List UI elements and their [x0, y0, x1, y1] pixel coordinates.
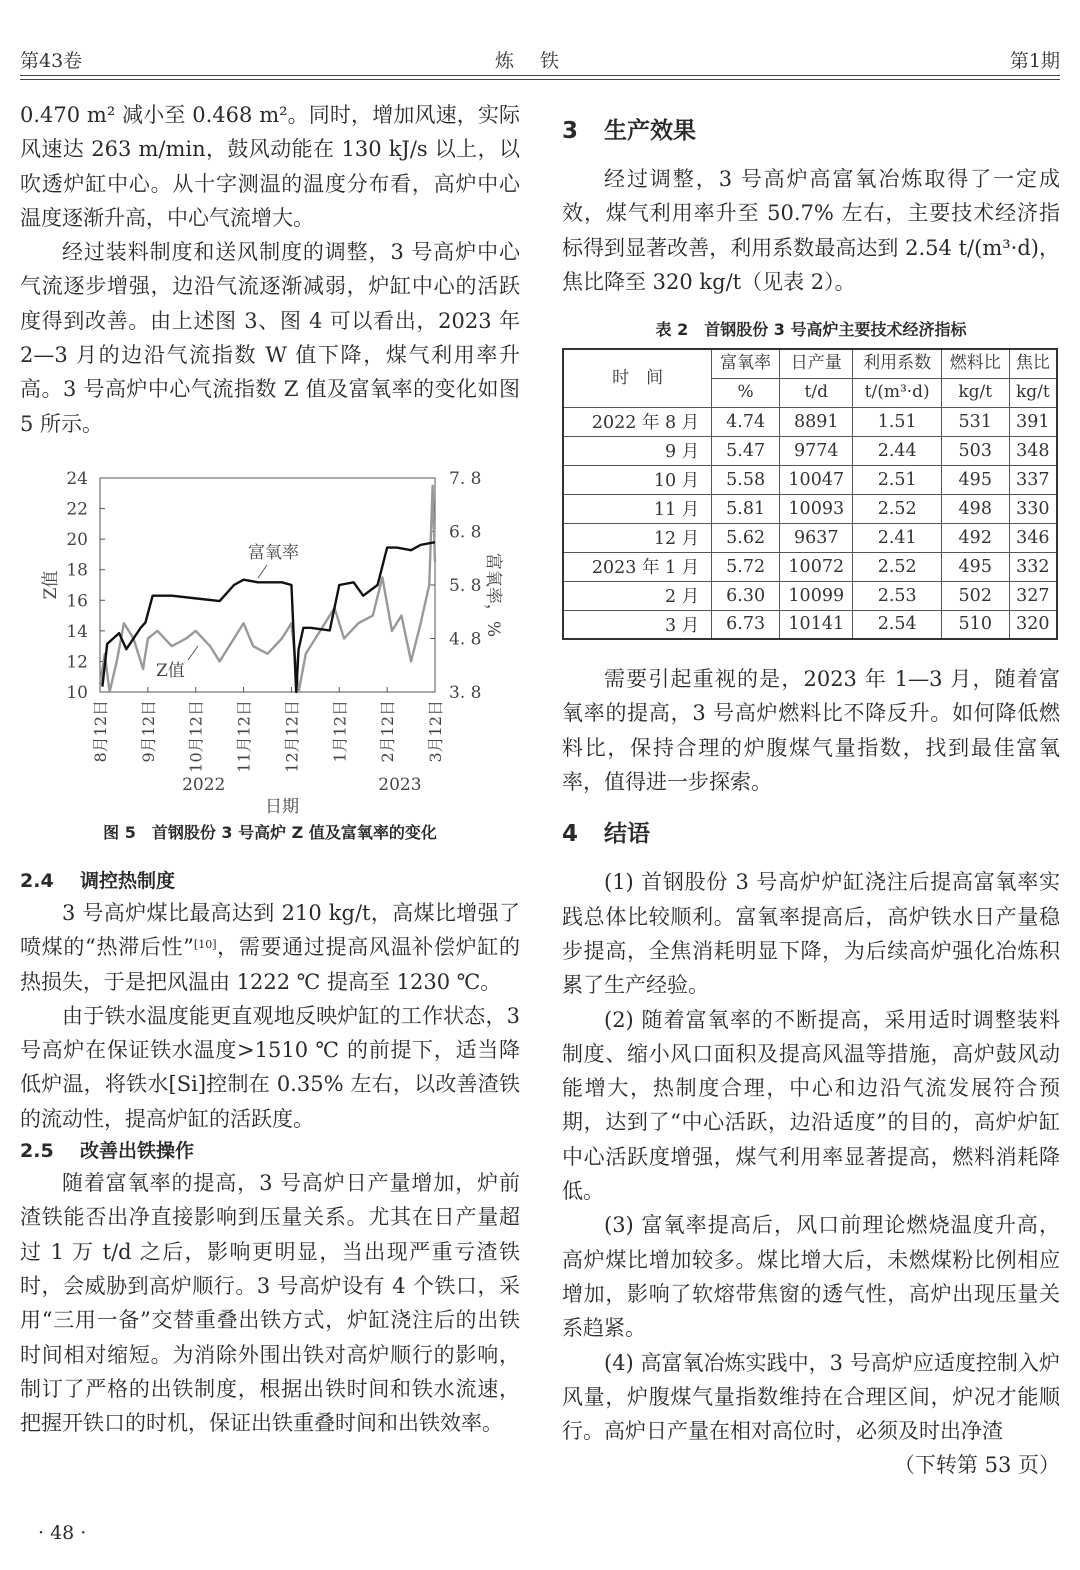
table-body — [563, 407, 1057, 639]
table-cell-time: 12 月 — [563, 523, 712, 552]
table-cell: 2.44 — [853, 436, 941, 465]
table-row — [563, 407, 1057, 436]
left-column-bottom — [20, 866, 520, 1440]
table-unit: t/d — [780, 378, 853, 407]
line-chart — [20, 460, 520, 820]
table-cell: 9774 — [780, 436, 853, 465]
table-cell: 2.51 — [853, 465, 941, 494]
table-header: 焦比 — [1009, 349, 1057, 378]
left-column-top — [20, 98, 520, 441]
y-tick-label: 20 — [66, 530, 88, 551]
table-cell: 6.73 — [712, 610, 780, 639]
header-rule — [20, 75, 1060, 80]
x-tick-label: 1月12日 — [330, 700, 350, 763]
table-2 — [562, 348, 1058, 640]
table-cell: 10047 — [780, 465, 853, 494]
paragraph: 3 号高炉煤比最高达到 210 kg/t，高煤比增强了喷煤的“热滞后性”[10]，需要通过提高风温补偿炉缸的热损失，于是把风温由 1222 ℃ 提高至 1230 ℃。 — [20, 901, 520, 994]
paragraph: 0.470 m² 减小至 0.468 m²。同时，增加风速，实际风速达 263 m/min，鼓风动能在 130 kJ/s 以上，以吹透炉缸中心。从十字测温的温度分布看，高炉中心温度逐渐升高，中心气流增大。 — [20, 103, 520, 230]
table-cell: 2.52 — [853, 552, 941, 581]
table-cell: 5.72 — [712, 552, 780, 581]
table-cell: 2.52 — [853, 494, 941, 523]
table-cell-time: 2 月 — [563, 581, 712, 610]
right-column-top — [562, 114, 1060, 1483]
y-tick-label: 10 — [66, 683, 88, 703]
table-cell-time: 11 月 — [563, 494, 712, 523]
table-cell: 1.51 — [853, 407, 941, 436]
conclusion-item-1: (1) 首钢股份 3 号高炉炉缸浇注后提高富氧率实践总体比较顺利。富氧率提高后，高炉铁水日产量稳步提高，全焦消耗明显下降，为后续高炉强化冶炼积累了生产经验。 — [562, 870, 1060, 998]
figure-5-chart — [20, 460, 520, 820]
paragraph: 需要引起重视的是，2023 年 1—3 月，随着富氧率的提高，3 号高炉燃料比不降反升。如何降低燃料比，保持合理的炉腹煤气量指数，找到最佳富氧率，值得进一步探索。 — [562, 667, 1060, 795]
table-cell: 2.41 — [853, 523, 941, 552]
table-cell: 320 — [1009, 610, 1057, 639]
y2-tick-label: 5. 8 — [449, 576, 482, 596]
table-row — [563, 610, 1057, 639]
table-cell: 391 — [1009, 407, 1057, 436]
table-cell-time: 3 月 — [563, 610, 712, 639]
y-axis-label: Z值 — [41, 570, 61, 600]
table-header: 日产量 — [780, 349, 853, 378]
x-tick-label: 9月12日 — [138, 700, 158, 763]
table-cell: 498 — [941, 494, 1009, 523]
table-cell: 2.53 — [853, 581, 941, 610]
year-label: 2022 — [182, 775, 226, 795]
table-cell: 5.47 — [712, 436, 780, 465]
table-cell: 6.30 — [712, 581, 780, 610]
y2-tick-label: 4. 8 — [449, 629, 482, 650]
table-cell-time: 9 月 — [563, 436, 712, 465]
table-cell: 5.81 — [712, 494, 780, 523]
paragraph: 经过调整，3 号高炉高富氧冶炼取得了一定成效，煤气利用率升至 50.7% 左右，主要技术经济指标得到显著改善，利用系数最高达到 2.54 t/(m³·d)，焦比降至 320 kg/t（见表 2）。 — [562, 167, 1060, 294]
running-header — [20, 42, 1060, 76]
y-tick-label: 24 — [66, 469, 88, 489]
table-cell: 9637 — [780, 523, 853, 552]
table-row — [563, 581, 1057, 610]
table-header: 富氧率 — [712, 349, 780, 378]
y-tick-label: 12 — [66, 652, 88, 673]
table-cell: 10099 — [780, 581, 853, 610]
table-unit: t/(m³·d) — [853, 378, 941, 407]
table-cell: 2.54 — [853, 610, 941, 639]
y-tick-label: 14 — [66, 621, 88, 642]
x-tick-label: 3月12日 — [426, 700, 445, 763]
table-cell: 4.74 — [712, 407, 780, 436]
table-cell-time: 2022 年 8 月 — [563, 407, 712, 436]
table-row — [563, 465, 1057, 494]
table-cell: 346 — [1009, 523, 1057, 552]
table-cell: 327 — [1009, 581, 1057, 610]
conclusion-item-4: (4) 高富氧冶炼实践中，3 号高炉应适度控制入炉风量，炉腹煤气量指数维持在合理区间，炉况才能顺行。高炉日产量在相对高位时，必须及时出净渣 — [562, 1350, 1060, 1444]
y-tick-label: 16 — [66, 591, 88, 612]
paragraph: 由于铁水温度能更直观地反映炉缸的工作状态，3 号高炉在保证铁水温度>1510 ℃ 的前提下，适当降低炉温，将铁水[Si]控制在 0.35% 左右，以改善渣铁的流动性，提高炉缸的活跃度。 — [20, 1003, 520, 1131]
table-cell: 5.58 — [712, 465, 780, 494]
section-heading-3: 3 生产效果 — [562, 118, 696, 144]
annotation-oxygen-rate: 富氧率 — [248, 543, 299, 563]
figure-caption-wrap — [20, 820, 520, 843]
volume-label: 第43卷 — [20, 50, 83, 72]
annotation-z-value: Z值 — [156, 661, 185, 681]
table-cell: 10141 — [780, 610, 853, 639]
paragraph: 随着富氧率的提高，3 号高炉日产量增加，炉前渣铁能否出净直接影响到压量关系。尤其在日产量超过 1 万 t/d 之后，影响更明显，当出现严重亏渣铁时，会威胁到高炉顺行。3 号高炉设有 4 个铁口，采用“三用一备”交替重叠出铁方式，炉缸浇注后的出铁时间相对缩短。为消除外围出铁对高炉顺行的影响，制订了严格的出铁制度，根据出铁时间和铁水流速，把握开铁口的时机，保证出铁重叠时间和出铁效率。 — [20, 1171, 520, 1436]
table-row — [563, 494, 1057, 523]
table-cell: 502 — [941, 581, 1009, 610]
table-cell: 10072 — [780, 552, 853, 581]
y2-tick-label: 6. 8 — [449, 522, 482, 543]
annotation-leader — [188, 646, 198, 660]
table-row — [563, 436, 1057, 465]
table-cell-time: 10 月 — [563, 465, 712, 494]
y2-axis-label: 富氧率，% — [483, 552, 503, 638]
y-tick-label: 18 — [66, 560, 88, 581]
table-cell: 337 — [1009, 465, 1057, 494]
x-tick-label: 11月12日 — [234, 700, 254, 773]
table-cell: 8891 — [780, 407, 853, 436]
citation-ref[interactable]: [10] — [193, 938, 217, 952]
table-cell: 503 — [941, 436, 1009, 465]
section-heading-4: 4 结语 — [562, 821, 650, 848]
table-cell: 330 — [1009, 494, 1057, 523]
table-unit: kg/t — [1009, 378, 1057, 407]
series-z-value — [100, 486, 435, 692]
table-cell: 495 — [941, 552, 1009, 581]
x-tick-label: 10月12日 — [186, 700, 206, 773]
x-tick-label: 2月12日 — [378, 700, 398, 763]
table-cell: 492 — [941, 523, 1009, 552]
conclusion-item-2: (2) 随着富氧率的不断提高，采用适时调整装料制度、缩小风口面积及提高风温等措施，高炉鼓风动能增大，热制度合理，中心和边沿气流发展符合预期，达到了“中心活跃，边沿适度”的目的，高炉炉缸中心活跃度增强，煤气利用率显著提高，燃料消耗降低。 — [562, 1007, 1060, 1204]
table-unit: kg/t — [941, 378, 1009, 407]
table-header: 时 间 — [563, 349, 712, 407]
y2-tick-label: 7. 8 — [449, 469, 482, 489]
figure-caption: 图 5 首钢股份 3 号高炉 Z 值及富氧率的变化 — [103, 823, 437, 842]
annotation-leader — [258, 565, 267, 578]
table-unit: % — [712, 378, 780, 407]
section-heading-2-5: 2.5 改善出铁操作 — [20, 1140, 195, 1163]
table-row — [563, 523, 1057, 552]
series-oxygen-rate — [102, 542, 435, 692]
table-cell: 332 — [1009, 552, 1057, 581]
table-caption: 表 2 首钢股份 3 号高炉主要技术经济指标 — [655, 320, 967, 340]
table-cell: 348 — [1009, 436, 1057, 465]
table-header: 燃料比 — [941, 349, 1009, 378]
paragraph: 经过装料制度和送风制度的调整，3 号高炉中心气流逐步增强，边沿气流逐渐减弱，炉缸中心的活跃度得到改善。由上述图 3、图 4 可以看出，2023 年 2—3 月的边沿气流指数 W 值下降，煤气利用率升高。3 号高炉中心气流指数 Z 值及富氧率的变化如图 5 所示。 — [20, 240, 520, 436]
table-cell: 495 — [941, 465, 1009, 494]
table-row — [563, 552, 1057, 581]
table-cell-time: 2023 年 1 月 — [563, 552, 712, 581]
table-cell: 531 — [941, 407, 1009, 436]
table-header-row — [563, 349, 1057, 378]
x-tick-label: 12月12日 — [282, 700, 302, 773]
page-number: · 48 · — [38, 1522, 87, 1544]
journal-name: 炼铁 — [494, 50, 585, 72]
issue-label: 第1期 — [1009, 50, 1060, 72]
y-tick-label: 22 — [66, 499, 88, 520]
continued-note: （下转第 53 页） — [893, 1453, 1060, 1478]
section-heading-2-4: 2.4 调控热制度 — [20, 870, 176, 892]
conclusion-item-3: (3) 富氧率提高后，风口前理论燃烧温度升高，高炉煤比增加较多。煤比增大后，未燃煤粉比例相应增加，影响了软熔带焦窗的透气性，高炉出现压量关系趋紧。 — [562, 1213, 1060, 1341]
x-axis-label: 日期 — [265, 797, 299, 817]
x-tick-label: 8月12日 — [91, 700, 110, 763]
table-cell: 510 — [941, 610, 1009, 639]
table-cell: 10093 — [780, 494, 853, 523]
table-header: 利用系数 — [853, 349, 941, 378]
table-cell: 5.62 — [712, 523, 780, 552]
year-label: 2023 — [378, 775, 422, 795]
y2-tick-label: 3. 8 — [449, 683, 482, 703]
